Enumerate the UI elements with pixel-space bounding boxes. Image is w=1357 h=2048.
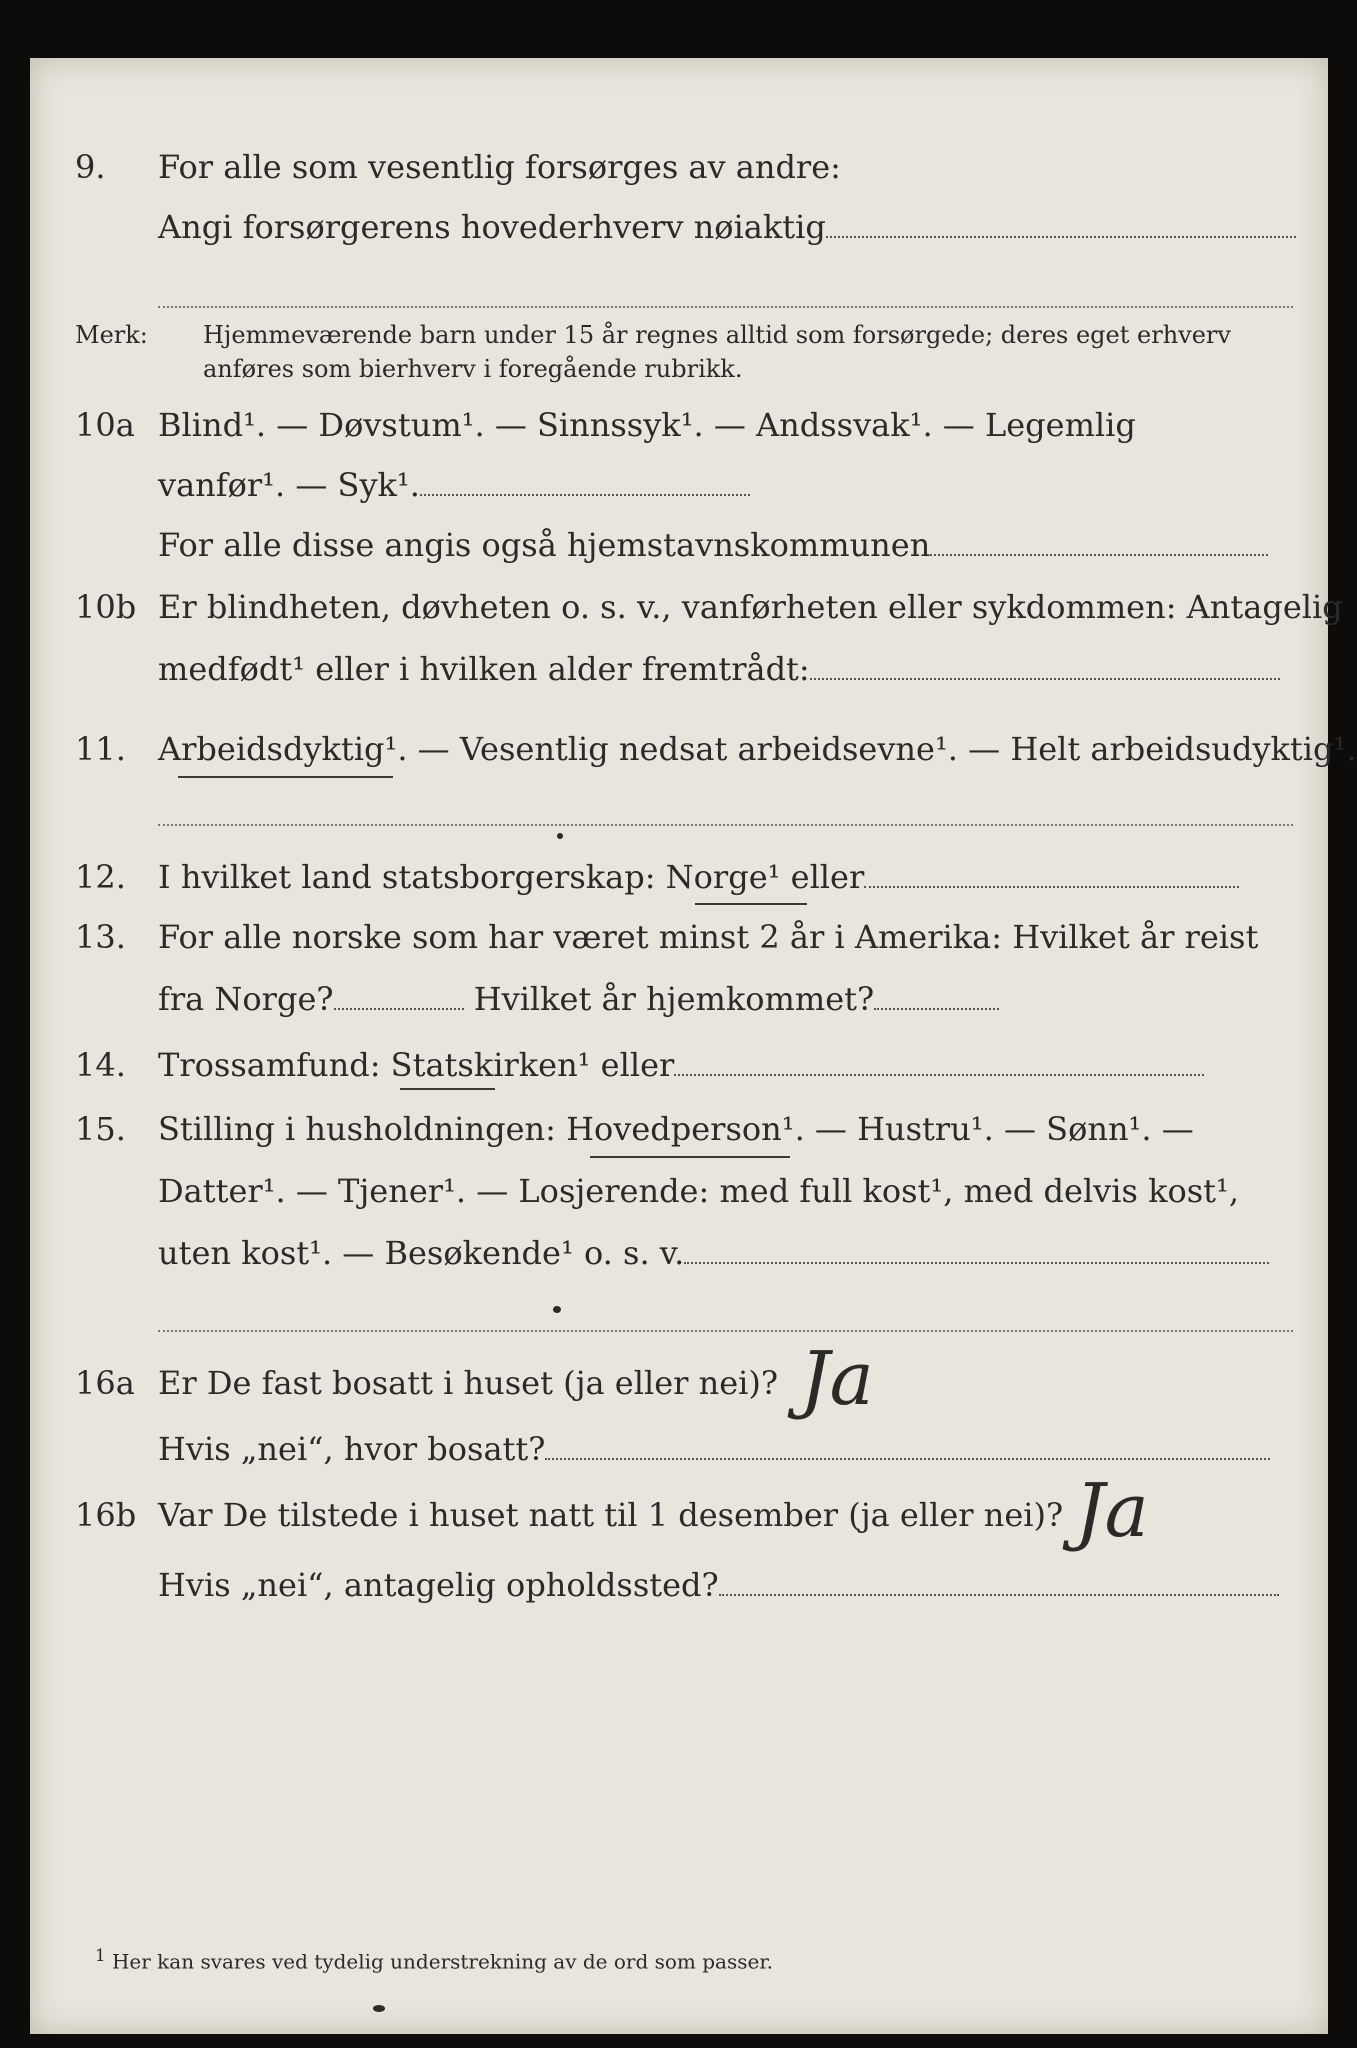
q16a-text2: Hvis „nei“, hvor bosatt? [158, 1430, 1270, 1468]
q16a-number: 16a [75, 1364, 135, 1402]
q13-return-year-field[interactable] [874, 1007, 999, 1010]
q16a-answer-field[interactable] [545, 1457, 1270, 1460]
ink-spot [557, 833, 563, 839]
q10a-line1 [30, 406, 1328, 466]
q16a-handwritten-answer: Ja [800, 1336, 874, 1422]
q13-text1: For alle norske som har været minst 2 år i Amerika: Hvilket år reist [158, 918, 1259, 956]
q9-answer-line2[interactable] [158, 306, 1293, 308]
q15-text1: Stilling i husholdningen: Hovedperson¹. — Hustru¹. — Sønn¹. — [158, 1110, 1194, 1148]
q16b-answer-field[interactable] [719, 1593, 1279, 1596]
q15-line3 [30, 1234, 1328, 1294]
q13-number: 13. [75, 918, 126, 956]
q16b-line2 [30, 1566, 1328, 1626]
q10a-text2: vanfør¹. — Syk¹. [158, 466, 750, 504]
q16b-text1: Var De tilstede i huset natt til 1 desember (ja eller nei)? [158, 1496, 1064, 1534]
q13-line1 [30, 918, 1328, 978]
q15-answer-field[interactable] [684, 1261, 1269, 1264]
q16a-line1 [30, 1364, 1328, 1424]
note-label: Merk: [75, 321, 148, 349]
q9-number: 9. [75, 148, 106, 186]
scan-border-top [0, 0, 1357, 58]
q14-answer-field[interactable] [674, 1073, 1204, 1076]
q10a-number: 10a [75, 406, 135, 444]
q12-underline-mark [695, 903, 807, 905]
q10b-line1 [30, 588, 1343, 648]
q9-text2: Angi forsørgerens hovederhverv nøiaktig [158, 208, 1296, 246]
q14-underline-mark [400, 1088, 495, 1090]
q10a-answer-field[interactable] [420, 493, 750, 496]
form-page [30, 58, 1357, 2034]
q15-text2: Datter¹. — Tjener¹. — Losjerende: med full kost¹, med delvis kost¹, [158, 1172, 1240, 1210]
q14-line [30, 1046, 1328, 1106]
q13-line2 [30, 980, 1328, 1040]
q9-answer-field[interactable] [826, 235, 1296, 238]
q12-text: I hvilket land statsborgerskap: Norge¹ eller [158, 858, 1239, 896]
q16b-number: 16b [75, 1496, 137, 1534]
ink-spot [373, 2005, 385, 2012]
q10a-home-field[interactable] [930, 553, 1268, 556]
q10b-number: 10b [75, 588, 137, 626]
q15-underline-mark [590, 1156, 790, 1158]
q10b-text2: medfødt¹ eller i hvilken alder fremtrådt: [158, 650, 1280, 688]
q12-answer-field[interactable] [864, 885, 1239, 888]
q13-left-year-field[interactable] [334, 1007, 464, 1010]
q12-line [30, 858, 1328, 918]
q11-underline-mark [178, 776, 393, 778]
q10b-answer-field[interactable] [810, 677, 1280, 680]
q12-number: 12. [75, 858, 126, 896]
q11-answer-line[interactable] [158, 824, 1293, 826]
q15-line1 [30, 1110, 1328, 1170]
q11-number: 11. [75, 730, 126, 768]
q14-number: 14. [75, 1046, 126, 1084]
q10b-line2 [30, 650, 1328, 710]
q9-line1 [30, 148, 1328, 208]
footnote: $^1$ Her kan svares ved tydelig understrekning av de ord som passer. [95, 1946, 774, 1974]
q13-text2: fra Norge? Hvilket år hjemkommet? [158, 980, 999, 1018]
q10a-line2 [30, 466, 1328, 526]
q14-text: Trossamfund: Statskirken¹ eller [158, 1046, 1204, 1084]
q9-line2 [30, 208, 1328, 268]
q10a-text1: Blind¹. — Døvstum¹. — Sinnssyk¹. — Andssvak¹. — Legemlig [158, 406, 1136, 444]
q10b-text1: Er blindheten, døvheten o. s. v., vanførheten eller sykdommen: Antagelig [158, 588, 1343, 626]
q15-line2 [30, 1172, 1328, 1232]
q15-answer-line[interactable] [158, 1330, 1293, 1332]
q11-text: Arbeidsdyktig¹. — Vesentlig nedsat arbeidsevne¹. — Helt arbeidsudyktig¹. [158, 730, 1357, 768]
note-text: Hjemmeværende barn under 15 år regnes alltid som forsørgede; deres eget erhverv anføres som bierhverv i foregående rubrikk. [203, 321, 1231, 383]
q15-number: 15. [75, 1110, 126, 1148]
q10a-line3 [30, 526, 1328, 586]
q16a-text1: Er De fast bosatt i huset (ja eller nei)? [158, 1364, 779, 1402]
ink-spot [553, 1306, 561, 1313]
q16b-handwritten-answer: Ja [1075, 1468, 1149, 1554]
q9-text1: For alle som vesentlig forsørges av andre: [158, 148, 841, 186]
q11-line [30, 730, 1357, 790]
q16b-text2: Hvis „nei“, antagelig opholdssted? [158, 1566, 1279, 1604]
q15-text3: uten kost¹. — Besøkende¹ o. s. v. [158, 1234, 1269, 1272]
q10a-text3: For alle disse angis også hjemstavnskommunen [158, 526, 1268, 564]
